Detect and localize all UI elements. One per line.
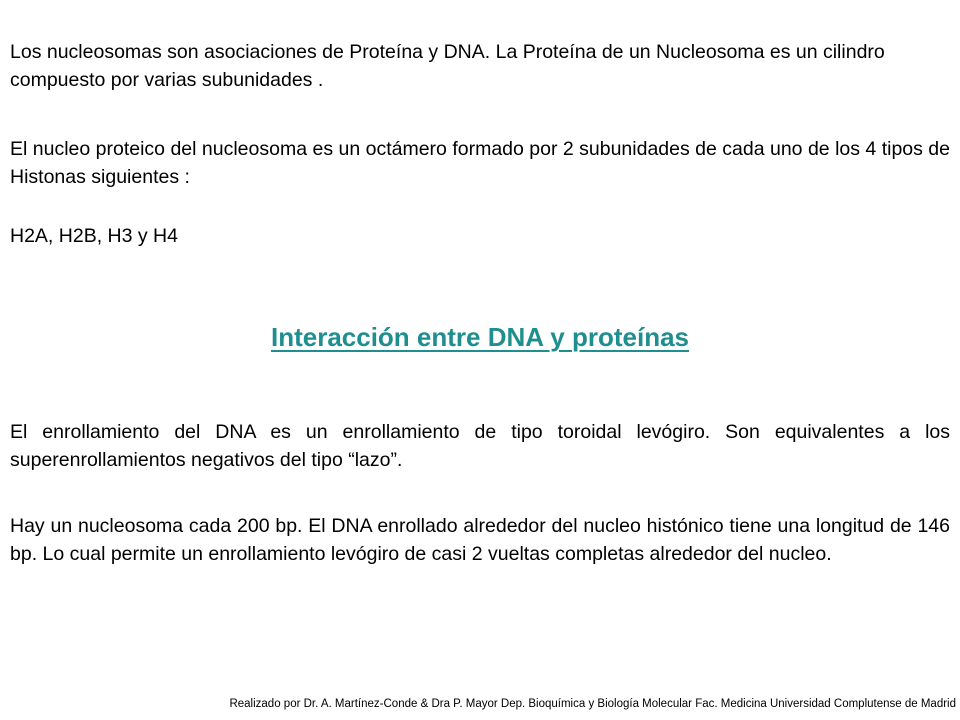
dna-protein-interaction-link[interactable]: Interacción entre DNA y proteínas [270, 322, 690, 352]
octamer-paragraph: El nucleo proteico del nucleosoma es un octámero formado por 2 subunidades de cada uno de los 4 tipos de Histonas siguientes : [10, 138, 950, 188]
authors-footer: Realizado por Dr. A. Martínez-Conde & Dra P. Mayor Dep. Bioquímica y Biología Molecular Fac. Medicina Universidad Complutense de Madrid [229, 698, 956, 710]
nucleosome-spacing-paragraph: Hay un nucleosoma cada 200 bp. El DNA enrollado alrededor del nucleo histónico tiene una longitud de 146 bp. Lo cual permite un enrollamiento levógiro de casi 2 vueltas completas alrededor del nucleo. [10, 515, 950, 565]
toroidal-coiling-paragraph: El enrollamiento del DNA es un enrollamiento de tipo toroidal levógiro. Son equivalentes a los superenrollamientos negativos del tipo “lazo”. [10, 421, 950, 471]
histone-types-text: H2A, H2B, H3 y H4 [10, 225, 178, 247]
nucleosome-intro-paragraph: Los nucleosomas son asociaciones de Proteína y DNA. La Proteína de un Nucleosoma es un cilindro compuesto por varias subunidades . [10, 41, 885, 91]
